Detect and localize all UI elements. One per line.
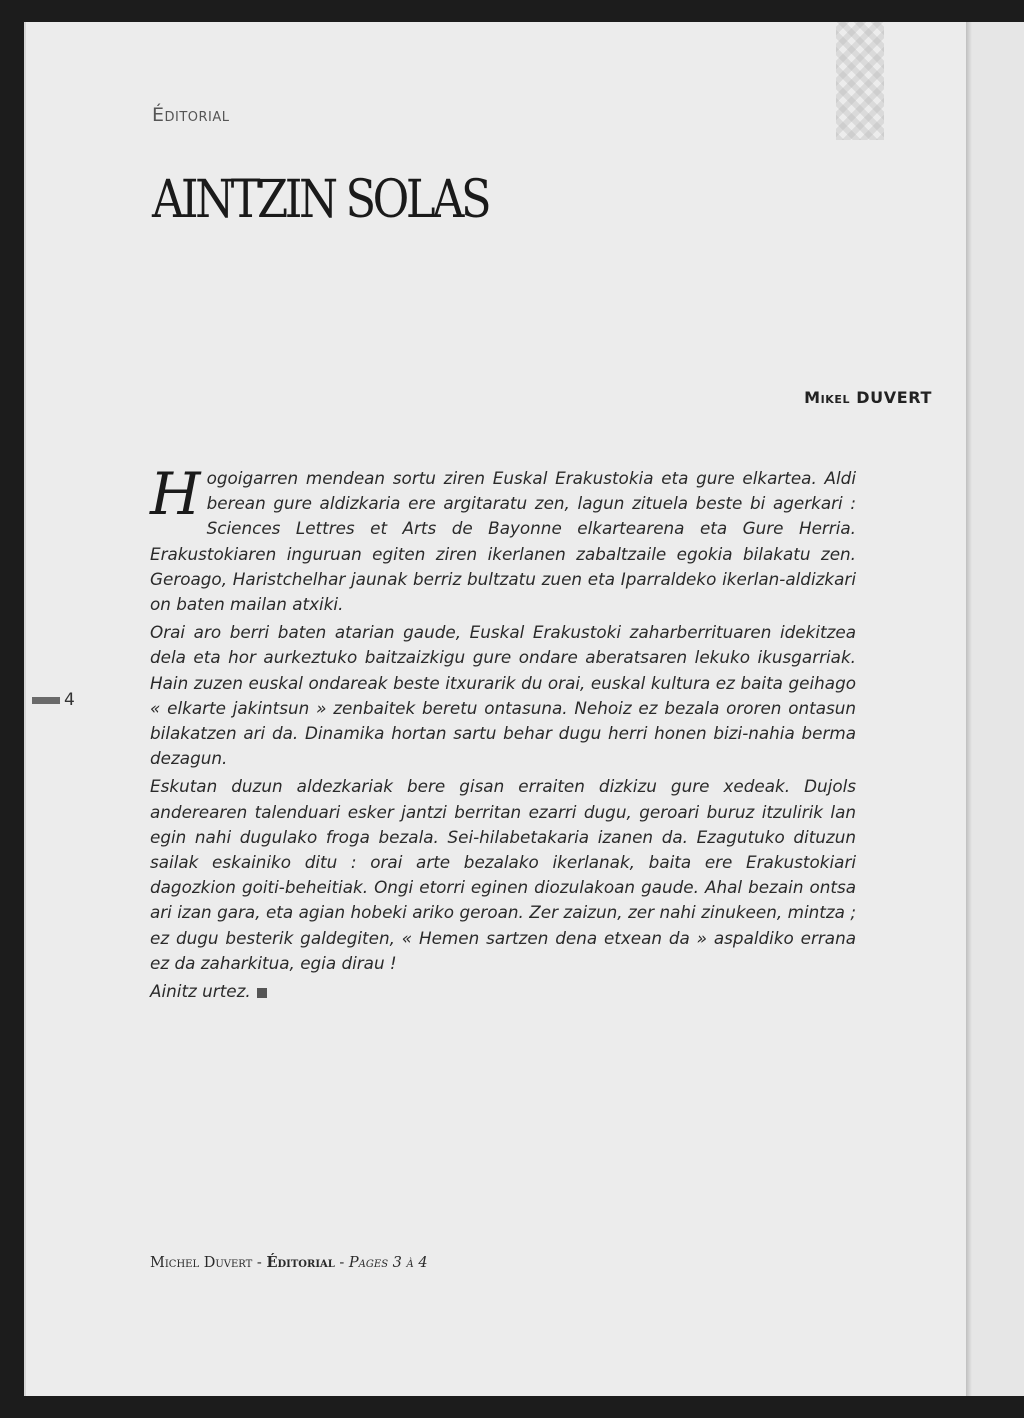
article-paragraph-1	[150, 460, 856, 617]
footer-separator: -	[252, 1255, 267, 1271]
page-marker	[32, 690, 75, 710]
article-closing	[150, 979, 856, 1004]
article-body	[150, 460, 856, 1007]
footer-author: Michel Duvert	[150, 1255, 253, 1271]
page-title: AINTZIN SOLAS	[152, 170, 489, 230]
footer-section: Éditorial	[266, 1254, 335, 1271]
page-fold-shadow	[966, 22, 972, 1396]
section-label: Éditorial	[152, 104, 230, 126]
paragraph-text: ogoigarren mendean sortu ziren Euskal Erakustokia eta gure elkartea. Aldi berean gure aldizkaria ere argitaratu zen, lagun zituela beste bi agerkari : Sciences Lettres et Arts de Bayonne elkartearena eta Gure Herria. Erakustokiaren inguruan egiten ziren ikerlanen zabaltzaile egokia bilakatu zen. Geroago, Haristchelhar jaunak berriz bultzatu zuen eta Iparraldeko ikerlan-aldizkari on baten mailan atxiki.	[150, 468, 856, 615]
running-footer	[150, 1254, 428, 1271]
article-author: Mikel DUVERT	[804, 388, 932, 407]
footer-pages: Pages 3 à 4	[348, 1255, 428, 1271]
page-number: 4	[64, 690, 75, 710]
end-mark-icon	[257, 988, 267, 998]
article-paragraph-2: Orai aro berri baten atarian gaude, Euskal Erakustoki zaharberrituaren idekitzea dela eta hor aurkeztuko baitzaizkigu gure ondare aberatsaren lekuko ikusgarriak. Hain zuzen euskal ondareak beste itxurarik du orai, euskal kultura ez baita geihago « elkarte jakintsun » zenbaitek beretu ontasuna. Nehoiz ez bezala ororen ontasun bilakatzen ari da. Dinamika hortan sartu behar dugu herri honen bizi-nahia berma dezagun.	[150, 622, 856, 769]
page-marker-bar	[32, 697, 60, 704]
next-page-edge	[966, 22, 1024, 1396]
show-through-ornament	[836, 22, 884, 140]
closing-text: Ainitz urtez.	[150, 981, 251, 1002]
footer-separator: -	[334, 1255, 349, 1271]
drop-cap: H	[150, 460, 201, 528]
article-paragraph-3: Eskutan duzun aldezkariak bere gisan erraiten dizkizu gure xedeak. Dujols anderearen talenduari esker jantzi berritan ezarri dugu, geroari buruz itzulirik lan egin nahi dugulako froga bezala. Sei-hilabetakaria izanen da. Ezagutuko dituzun sailak eskainiko ditu : orai arte bezalako ikerlanak, baita ere Erakustokiari dagozkion goiti-beheitiak. Ongi etorri eginen diozulakoan gaude. Ahal bezain ontsa ari izan gara, eta agian hobeki ariko geroan. Zer zaizun, zer nahi zinukeen, mintza ; ez dugu besterik galdegiten, « Hemen sartzen dena etxean da » aspaldiko errana ez da zaharkitua, egia dirau !	[150, 776, 856, 973]
